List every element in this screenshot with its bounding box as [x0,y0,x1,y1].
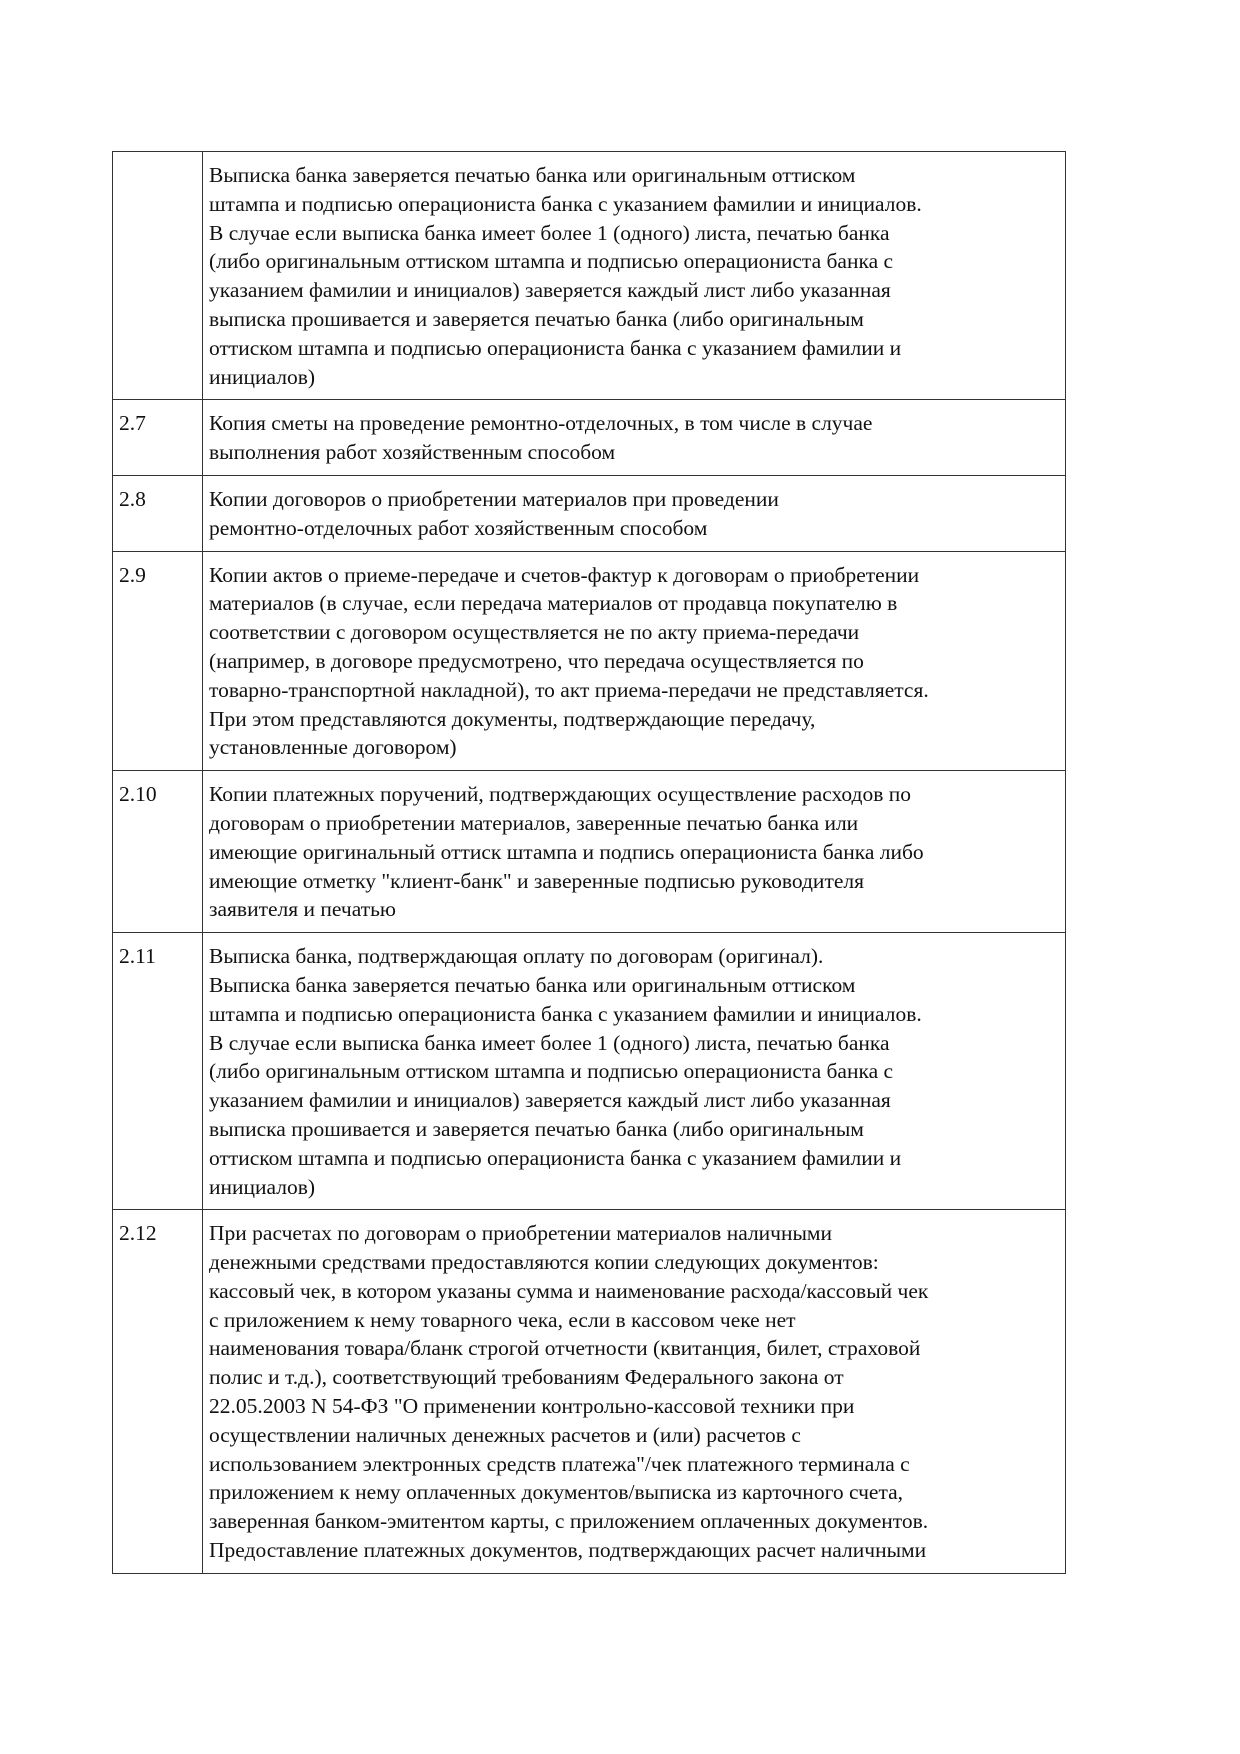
description-line: Копии платежных поручений, подтверждающих осуществление расходов по [209,782,911,807]
description-line: (либо оригинальным оттиском штампа и подписью операциониста банка с [209,249,894,274]
description-line: приложением к нему оплаченных документов/выписка из карточного счета, [209,1480,904,1505]
description-line: Выписка банка, подтверждающая оплату по договорам (оригинал). [209,944,824,969]
documents-table [112,151,1066,1574]
item-description [203,152,1066,400]
table-row [113,475,1066,551]
item-number: 2.9 [113,551,203,771]
description-line: Выписка банка заверяется печатью банка или оригинальным оттиском [209,972,856,997]
item-number: 2.12 [113,1210,203,1574]
description-line: (например, в договоре предусмотрено, что передача осуществляется по [209,648,864,673]
description-line: Копия сметы на проведение ремонтно-отделочных, в том числе в случае [209,411,873,436]
item-description [203,771,1066,933]
description-line: материалов (в случае, если передача материалов от продавца покупателю в [209,591,898,616]
description-line: установленные договором) [209,735,457,760]
description-line: имеющие отметку "клиент-банк" и заверенные подписью руководителя [209,868,864,893]
table-row [113,551,1066,771]
description-line: оттиском штампа и подписью операциониста банка с указанием фамилии и [209,335,902,360]
description-line: В случае если выписка банка имеет более 1 (одного) листа, печатью банка [209,1030,890,1055]
description-line: с приложением к нему товарного чека, если в кассовом чеке нет [209,1307,796,1332]
item-description [203,551,1066,771]
description-line: указанием фамилии и инициалов) заверяется каждый лист либо указанная [209,278,891,303]
description-line: соответствии с договором осуществляется не по акту приема-передачи [209,620,860,645]
table-row [113,400,1066,476]
description-line: использованием электронных средств платежа"/чек платежного терминала с [209,1451,910,1476]
item-number: 2.10 [113,771,203,933]
description-line: инициалов) [209,364,316,389]
item-description [203,475,1066,551]
description-line: кассовый чек, в котором указаны сумма и наименование расхода/кассовый чек [209,1278,929,1303]
description-line: осуществлении наличных денежных расчетов и (или) расчетов с [209,1422,801,1447]
table-row [113,1210,1066,1574]
description-line: Предоставление платежных документов, подтверждающих расчет наличными [209,1538,927,1563]
description-line: При этом представляются документы, подтверждающие передачу, [209,706,816,731]
description-line: наименования товара/бланк строгой отчетности (квитанция, билет, страховой [209,1336,921,1361]
description-line: ремонтно-отделочных работ хозяйственным способом [209,515,708,540]
description-line: штампа и подписью операциониста банка с указанием фамилии и инициалов. [209,1001,922,1026]
item-description [203,933,1066,1210]
description-line: 22.05.2003 N 54-ФЗ "О применении контрольно-кассовой техники при [209,1394,855,1419]
description-line: выписка прошивается и заверяется печатью банка (либо оригинальным [209,306,864,331]
description-line: выписка прошивается и заверяется печатью банка (либо оригинальным [209,1116,864,1141]
description-line: (либо оригинальным оттиском штампа и подписью операциониста банка с [209,1059,894,1084]
description-line: Выписка банка заверяется печатью банка или оригинальным оттиском [209,163,856,187]
item-description [203,1210,1066,1574]
item-description [203,400,1066,476]
description-line: заверенная банком-эмитентом карты, с приложением оплаченных документов. [209,1509,929,1534]
table-row [113,771,1066,933]
item-number: 2.8 [113,475,203,551]
description-line: полис и т.д.), соответствующий требованиям Федерального закона от [209,1365,844,1390]
description-line: Копии договоров о приобретении материалов при проведении [209,486,779,511]
description-line: При расчетах по договорам о приобретении материалов наличными [209,1221,833,1246]
item-number: 2.11 [113,933,203,1210]
item-number [113,152,203,400]
description-line: товарно-транспортной накладной), то акт приема-передачи не представляется. [209,677,929,702]
description-line: выполнения работ хозяйственным способом [209,440,616,465]
description-line: оттиском штампа и подписью операциониста банка с указанием фамилии и [209,1145,902,1170]
description-line: инициалов) [209,1174,316,1199]
description-line: Копии актов о приеме-передаче и счетов-фактур к договорам о приобретении [209,562,920,587]
documents-table-body [113,152,1066,1574]
table-row [113,933,1066,1210]
description-line: денежными средствами предоставляются копии следующих документов: [209,1250,879,1275]
description-line: договорам о приобретении материалов, заверенные печатью банка или [209,810,859,835]
table-row [113,152,1066,400]
description-line: имеющие оригинальный оттиск штампа и подпись операциониста банка либо [209,839,924,864]
description-line: заявителя и печатью [209,897,396,922]
description-line: указанием фамилии и инициалов) заверяется каждый лист либо указанная [209,1088,891,1113]
item-number: 2.7 [113,400,203,476]
description-line: В случае если выписка банка имеет более 1 (одного) листа, печатью банка [209,220,890,245]
description-line: штампа и подписью операциониста банка с указанием фамилии и инициалов. [209,191,922,216]
